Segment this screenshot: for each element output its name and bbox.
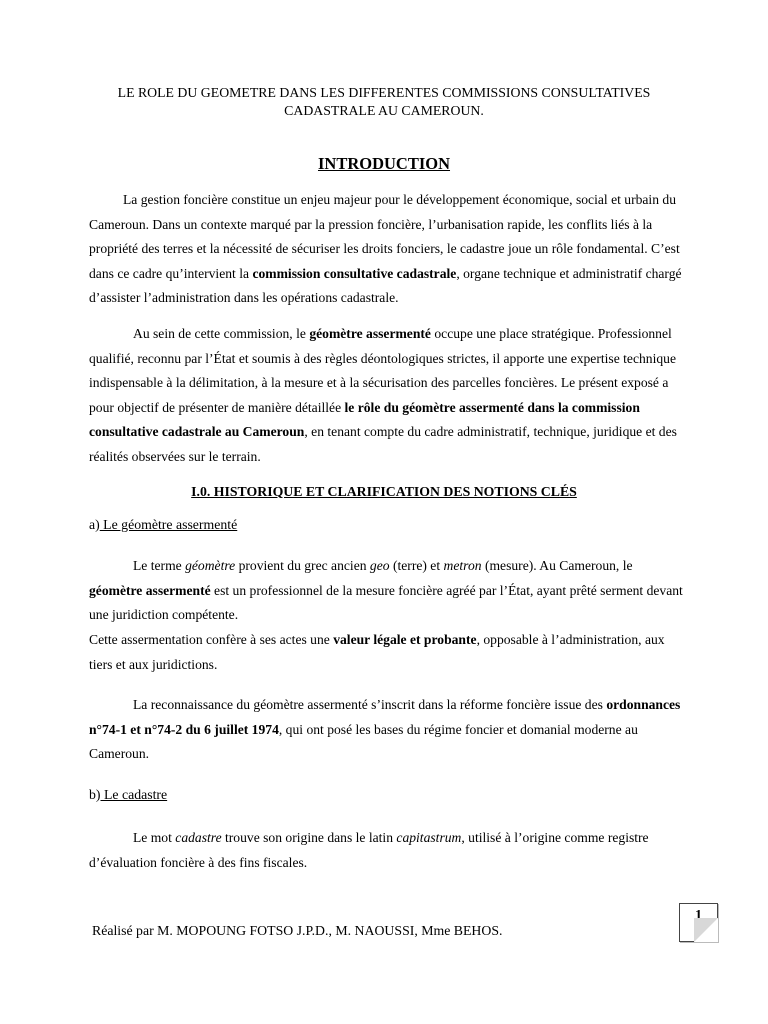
subheading-label: Le géomètre assermenté — [99, 517, 238, 532]
bold-term: valeur légale et probante — [333, 632, 477, 647]
paragraph-geometre — [89, 554, 689, 628]
bold-term: géomètre assermenté — [309, 326, 431, 341]
text-run: , organe technique et administratif chargé d’assister l’administration dans les opérations cadastrale. — [89, 265, 682, 306]
text-run: provient du grec ancien — [235, 558, 370, 573]
text-run: , opposable à l’administration, aux tiers et aux juridictions. — [89, 632, 665, 672]
text-run: Cette assermentation confère à ses actes une — [89, 632, 334, 647]
bold-term: commission consultative cadastrale — [252, 265, 457, 281]
section-heading: I.0. HISTORIQUE ET CLARIFICATION DES NOTIONS CLÉS — [191, 484, 577, 499]
subheading-prefix: a) — [89, 517, 100, 532]
page-footer: Réalisé par M. MOPOUNG FOTSO J.P.D., M. NAOUSSI, Mme BEHOS. — [92, 923, 503, 938]
italic-term: metron — [443, 558, 482, 573]
italic-term: capitastrum — [396, 830, 462, 845]
text-run: Le terme — [133, 558, 186, 573]
paragraph-reconnaissance — [89, 693, 689, 767]
intro-paragraph-1 — [89, 188, 689, 311]
subheading-b — [89, 787, 167, 803]
text-run: , utilisé à l’origine comme registre d’évaluation foncière à des fins fiscales. — [89, 830, 649, 870]
text-run: Au sein de cette commission, le — [133, 326, 310, 341]
italic-term: cadastre — [175, 830, 222, 845]
bold-term: le rôle du géomètre assermenté dans la commission consultative cadastrale au Cameroun — [89, 399, 640, 440]
text-run: , en tenant compte du cadre administratif, technique, juridique et des réalités observées sur le terrain. — [89, 424, 677, 464]
bold-term: géomètre assermenté — [89, 582, 211, 598]
italic-term: géomètre — [185, 558, 236, 573]
text-run: trouve son origine dans le latin — [221, 830, 397, 845]
page-curl-icon — [694, 918, 718, 942]
paragraph-assermentation — [89, 628, 689, 677]
subheading-prefix: b) — [89, 787, 101, 802]
text-run: Le mot — [133, 830, 176, 845]
text-run: occupe une place stratégique. Professionnel qualifié, reconnu par l’État et soumis à des règles déontologiques strictes, il apporte une expertise technique indispensable à la délimitation, à la mesure et à la sécurisation des parcelles foncières. Le présent exposé a pour objectif de présenter de manière détaillée — [89, 326, 676, 415]
text-run: La gestion foncière constitue un enjeu majeur pour le développement économique, social et urbain du Cameroun. Dans un contexte marqué par la pression foncière, l’urbanisation rapide, les conflits liés à la propriété des terres et la nécessité de sécuriser les droits fonciers, le cadastre joue un rôle fondamental. C’est dans ce cadre qu’intervient la — [89, 192, 680, 281]
subheading-label: Le cadastre — [100, 787, 168, 802]
page-number-badge — [679, 903, 718, 942]
text-run: (mesure). Au Cameroun, le — [481, 558, 633, 573]
italic-term: geo — [369, 558, 390, 573]
text-run: La reconnaissance du géomètre assermenté s’inscrit dans la réforme foncière issue des — [133, 697, 607, 712]
document-title — [60, 84, 708, 119]
bold-term: ordonnances n°74-1 et n°74-2 du 6 juillet 1974 — [89, 697, 681, 737]
intro-paragraph-2 — [89, 322, 689, 470]
text-run: est un professionnel de la mesure foncière agréé par l’État, ayant prêté serment devant une juridiction compétente. — [89, 582, 683, 623]
title-line-1: LE ROLE DU GEOMETRE DANS LES DIFFERENTES COMMISSIONS CONSULTATIVES — [117, 85, 651, 100]
text-run: , qui ont posé les bases du régime foncier et domanial moderne au Cameroun. — [89, 721, 638, 762]
paragraph-cadastre — [89, 826, 689, 875]
introduction-heading: INTRODUCTION — [317, 154, 451, 173]
subheading-a — [89, 517, 237, 533]
page-number: 1 — [695, 908, 702, 923]
text-run: (terre) et — [389, 558, 444, 573]
title-line-2: CADASTRALE AU CAMEROUN. — [284, 102, 484, 118]
